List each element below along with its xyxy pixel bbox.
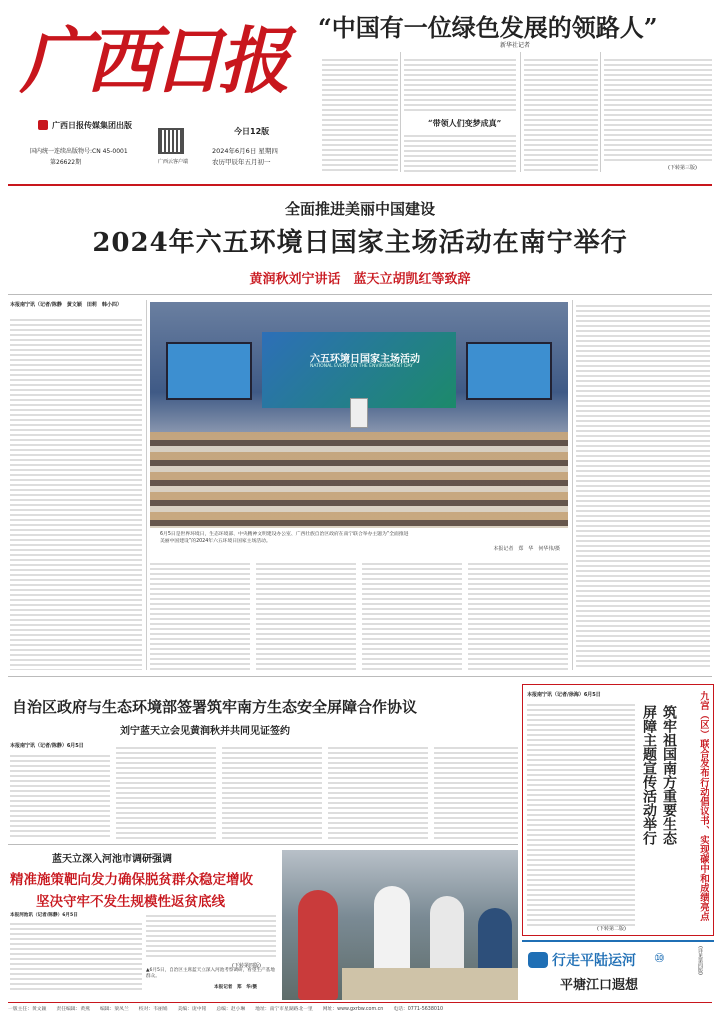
lead-headline[interactable]: 2024年六五环境日国家主场活动在南宁举行 [92, 228, 628, 258]
promo-logo: 行走平陆运河 [552, 953, 636, 969]
footer-item: 网址：www.gxrbw.com.cn [322, 1007, 384, 1012]
audience-rows [150, 432, 568, 528]
lead-photo-credit: 本报记者 郑 华 何华伟/摄 [493, 546, 560, 552]
lead-body-column [468, 560, 568, 670]
page-count: 今日12版 [234, 127, 270, 136]
sidebar-box [522, 684, 714, 936]
footer-item: 一版主任：黄文颖 [8, 1007, 47, 1012]
lead-body-column [10, 316, 142, 670]
issue-date: 2024年6月6日 星期四 [212, 147, 278, 155]
stage-screen-left [166, 342, 252, 400]
canal-icon [528, 952, 548, 968]
second-body-column [116, 744, 216, 840]
second-subhead: 刘宁蓝天立会见黄润秋并共同见证签约 [120, 726, 290, 737]
person-figure [298, 890, 338, 1000]
footer-item: 校对：韦丽娟 [138, 1007, 168, 1012]
promo-banner[interactable] [522, 940, 714, 994]
sidebar-headline-mid[interactable]: 筑牢祖国南方重要生态 [661, 705, 677, 845]
footer-bar [8, 1005, 712, 1015]
sidebar-headline-left[interactable]: 屏障主题宣传活动举行 [641, 705, 657, 845]
lead-body-column [362, 560, 462, 670]
app-label: 广西云客户端 [158, 159, 189, 165]
top-story-column [604, 56, 712, 164]
third-photo-caption: ▲6月5日，自治区主席蓝天立深入河池考察调研，看望生产基地群众。 [146, 968, 275, 979]
footer-item: 地址：南宁市星湖路北一里 [255, 1007, 313, 1012]
work-table [342, 968, 518, 1000]
speaker-podium [350, 398, 368, 428]
second-dateline: 本报南宁讯（记者/陈静）6月5日 [10, 743, 84, 749]
newspaper-logo: 广西日报 [20, 18, 285, 103]
lead-subhead: 黄润秋刘宁讲话 蓝天立胡凯红等致辞 [249, 272, 471, 287]
lunar-date: 农历甲辰年五月初一 [212, 158, 271, 166]
app-qr-code [158, 128, 184, 154]
lead-body-column [150, 560, 250, 670]
second-body-column [222, 744, 322, 840]
lead-body-column [256, 560, 356, 670]
footer-item: 责任编辑：黄燕 [56, 1007, 90, 1012]
promo-side: (详见第四版) [697, 946, 703, 975]
footer-item: 电话：0771-5638010 [393, 1007, 444, 1012]
third-body-column [146, 912, 276, 960]
third-headline-2[interactable]: 坚决守牢不发生规模性返贫底线 [36, 894, 225, 910]
second-body-column [434, 744, 518, 840]
footer-item: 总编：赵小琳 [216, 1007, 246, 1012]
sidebar-headline-right: 九宫（区）联合发布行动倡议书、实现碳中和成绩亮点 [698, 691, 709, 922]
issue-number: 第26622期 [50, 159, 82, 166]
publisher-line: 广西日报传媒集团出版 [52, 121, 132, 130]
top-story-column [404, 132, 516, 172]
stage-backdrop [262, 332, 456, 408]
promo-number: ⑩ [654, 951, 665, 965]
stage-banner-text-en: NATIONAL EVENT ON THE ENVIRONMENT DAY [310, 364, 413, 369]
lead-photo [150, 302, 568, 528]
top-story-byline: 新华社记者 [500, 42, 531, 49]
top-story-continued: (下转第三版) [668, 165, 697, 171]
third-body-column [10, 920, 142, 990]
third-headline-1[interactable]: 精准施策靶向发力确保脱贫群众稳定增收 [10, 872, 253, 888]
third-continued: (下转第四版) [232, 963, 261, 969]
publisher-logo-icon [38, 120, 48, 130]
third-photo-credit: 本报记者 郑 华/摄 [214, 985, 258, 990]
second-body-column [10, 752, 110, 840]
top-story-column [322, 56, 398, 172]
issn-line: 国内统一连续出版物号:CN 45-0001 [30, 148, 128, 155]
third-dateline: 本报河池讯（记者/陈静）6月5日 [10, 913, 78, 918]
stage-screen-right [466, 342, 552, 400]
lead-dateline: 本报南宁讯（记者/陈静 黄文颖 田莉 韩小四） [10, 302, 122, 308]
top-story-headline[interactable]: “中国有一位绿色发展的领路人” [318, 13, 658, 42]
second-headline[interactable]: 自治区政府与生态环境部签署筑牢南方生态安全屏障合作协议 [12, 698, 418, 716]
second-body-column [328, 744, 428, 840]
footer-item: 编辑：梁凤兰 [99, 1007, 129, 1012]
footer-item: 美编：庞中铭 [177, 1007, 207, 1012]
top-story-column [404, 56, 516, 112]
promo-title: 平塘江口遐想 [560, 978, 639, 993]
top-story-column [524, 56, 598, 172]
lead-body-column [576, 302, 710, 670]
sidebar-body [527, 701, 635, 927]
sidebar-continued: (下转第二版) [597, 926, 626, 932]
lead-kicker: 全面推进美丽中国建设 [284, 200, 435, 218]
third-photo [282, 850, 518, 1000]
stage-banner-text: 六五环境日国家主场活动 [310, 354, 420, 365]
sidebar-dateline: 本报南宁讯（记者/徐海）6月5日 [527, 692, 601, 698]
third-kicker: 蓝天立深入河池市调研强调 [52, 854, 172, 865]
lead-photo-caption: 6月5日是世界环境日，生态环境部、中央精神文明建设办公室、广西壮族自治区政府在南宁联合举办主题为“全面推进美丽中国建设”的2024年六五环境日国家主场活动。 [160, 532, 409, 544]
top-story-subhead: “带领人们变梦成真” [428, 118, 502, 128]
